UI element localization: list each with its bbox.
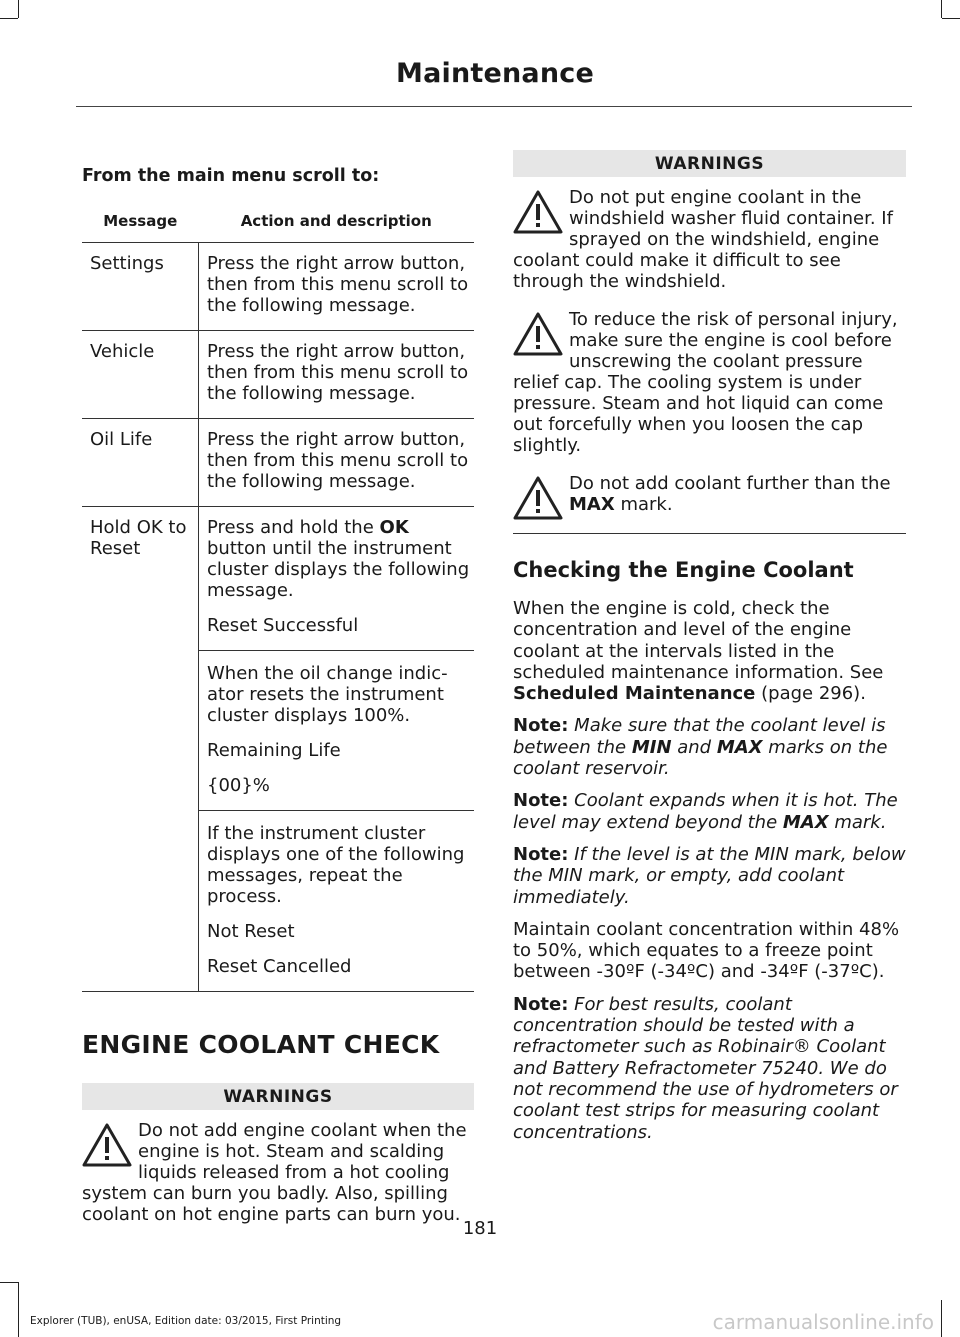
action-segment [199,811,474,977]
display-message: Reset Successful [207,615,359,636]
text-span: mark. [614,494,673,515]
row-message: Oil Life [82,419,199,507]
row-action: Press the right arrow button, then from this menu scroll to the following message. [199,419,475,507]
text-span: Do not add coolant further than the [569,473,891,494]
row-message: Vehicle [82,331,199,419]
crop-mark [942,18,960,19]
subsection-title: Checking the Engine Coolant [513,558,854,582]
table-header-action: Action and description [199,204,475,243]
crop-mark [941,1300,942,1337]
scheduled-maintenance-link[interactable]: Scheduled Maintenance [513,683,756,705]
warning-triangle-icon [513,311,563,357]
display-message: Reset Cancelled [207,956,352,977]
crop-mark [0,1282,18,1283]
note [513,715,906,779]
page-header-title: Maintenance [396,58,594,89]
action-segment [199,651,474,811]
warning-item [82,1120,474,1225]
row-action [199,507,475,992]
text-span: button until the instrument cluster displays the following message. [207,538,470,601]
crop-mark [18,1282,19,1337]
crop-mark [0,18,18,19]
warning-triangle-icon [513,475,563,521]
display-message: {00}% [207,775,270,796]
note [513,994,906,1143]
section-title: ENGINE COOLANT CHECK [82,1030,440,1059]
warning-item [513,187,906,292]
action-text [207,517,470,601]
text-span: mark. [828,811,887,833]
footer-edition: Explorer (TUB), enUSA, Edition date: 03/2015, First Printing [30,1315,342,1327]
row-message: Settings [82,243,199,331]
text-span: Press and hold the [207,517,380,538]
table-header-message: Message [82,204,199,243]
text-span: For best results, coolant concentration should be tested with a refractometer such as Robinair® Coolant and Battery Refractometer 75240. We do not recommend the use of hydrometers or coolant test strips for measuring coolant concentrations. [513,993,898,1143]
warnings-block [82,1120,474,1225]
right-column [513,150,906,1154]
action-text: If the instrument cluster displays one of the following messages, repeat the process. [207,823,465,907]
row-action: Press the right arrow button, then from this menu scroll to the following message. [199,331,475,419]
watermark: carmanualsonline.info [712,1310,934,1334]
crop-mark [941,0,942,18]
table-row [82,331,474,419]
note-label: Note: [513,843,569,865]
text-span: Make sure that the coolant level is between the [513,715,886,758]
warnings-heading: WARNINGS [513,150,906,177]
warning-triangle-icon [513,189,563,235]
left-column [82,150,474,1242]
warning-triangle-icon [82,1122,132,1168]
warning-text: Do not put engine coolant in the windshield washer fluid container. If sprayed on the windshield, engine coolant could make it difficult to see through the windshield. [513,187,893,292]
ok-button-label: OK [379,517,409,538]
crop-mark [18,0,19,18]
text-span: If the level is at the MIN mark, below the MIN mark, or empty, add coolant immediately. [513,843,906,908]
warnings-rule [513,533,906,534]
text-span: and [671,736,717,758]
paragraph: Maintain coolant concentration within 48% to 50%, which equates to a freeze point between -30ºF (-34ºC) and -34ºF (-37ºC). [513,918,900,983]
warning-item [513,309,906,456]
paragraph [513,598,906,704]
menu-table [82,204,474,992]
warning-text: To reduce the risk of personal injury, make sure the engine is cool before unscrewing the coolant pressure relief cap. The cooling system is under pressure. Steam and hot liquid can come out forcefully when you loosen the cap slightly. [513,309,898,456]
max-label: MAX [782,811,829,833]
min-label: MIN [631,736,672,758]
text-span: marks on the coolant reservoir. [513,736,888,780]
max-label: MAX [716,736,763,758]
note-label: Note: [513,790,569,812]
max-label: MAX [569,494,615,515]
display-message: Remaining Life [207,740,341,761]
note [513,790,906,833]
text-span: Coolant expands when it is hot. The level may extend beyond the [513,790,898,833]
menu-lead-text: From the main menu scroll to: [82,166,380,186]
table-row [82,507,474,992]
table-row [82,243,474,331]
row-message: Hold OK to Reset [82,507,199,992]
row-action: Press the right arrow button, then from this menu scroll to the following message. [199,243,475,331]
text-span: When the engine is cold, check the concentration and level of the engine coolant at the intervals listed in the scheduled maintenance information. See [513,598,884,683]
note-label: Note: [513,993,569,1015]
warning-text [569,473,891,515]
warnings-heading: WARNINGS [82,1083,474,1110]
note [513,844,906,908]
warnings-block [513,187,906,534]
action-segment [199,517,474,651]
warning-text: Do not add engine coolant when the engine is hot. Steam and scalding liquids released from a hot cooling system can burn you badly. Also, spilling coolant on hot engine parts can burn you. [82,1120,467,1225]
page-number: 181 [462,1218,498,1239]
note-label: Note: [513,715,569,737]
warning-item [513,473,906,523]
header-rule [76,106,912,107]
table-row [82,419,474,507]
display-message: Not Reset [207,921,295,942]
text-span: (page 296). [755,683,866,705]
action-text: When the oil change indic-ator resets the instrument cluster displays 100%. [207,663,448,726]
